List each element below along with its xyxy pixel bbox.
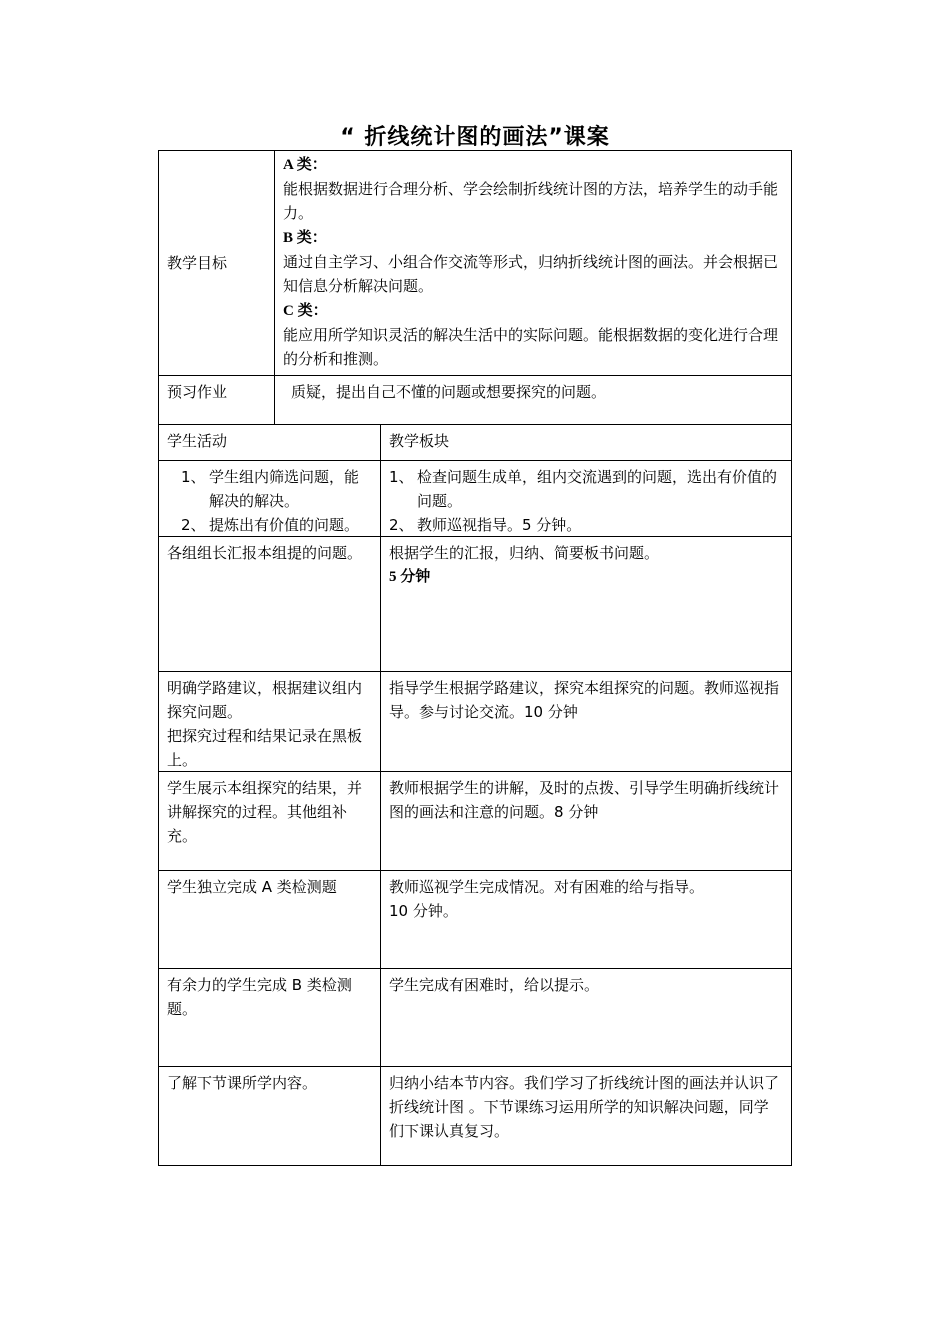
teaching-board-6: 学生完成有困难时，给以提示。 <box>380 969 791 1066</box>
preview-row <box>159 375 791 424</box>
lesson-plan-table <box>158 150 792 1166</box>
activity-row-4 <box>159 771 791 870</box>
activity-row-1 <box>159 460 791 536</box>
goal-c-heading: C 类： <box>283 303 328 319</box>
activity-row-3 <box>159 671 791 771</box>
list-item: 1、 检查问题生成单，组内交流遇到的问题，选出有价值的问题。 <box>389 468 778 510</box>
teaching-board-7: 归纳小结本节内容。我们学习了折线统计图的画法并认识了折线统计图 。下节课练习运用所学的知识解决问题，同学们下课认真复习。 <box>380 1067 791 1165</box>
goal-a-heading: A 类： <box>283 157 327 173</box>
header-row <box>159 424 791 460</box>
activity-row-7 <box>159 1066 791 1165</box>
activity-row-6 <box>159 968 791 1066</box>
student-activity-4: 学生展示本组探究的结果，并讲解探究的过程。其他组补充。 <box>167 779 363 845</box>
student-activity-7: 了解下节课所学内容。 <box>167 1074 318 1092</box>
student-activity-5: 学生独立完成 A 类检测题 <box>167 878 337 896</box>
preview-label: 预习作业 <box>167 383 228 401</box>
goal-c-text: 能应用所学知识灵活的解决生活中的实际问题。能根据数据的变化进行合理的分析和推测。 <box>283 326 779 368</box>
student-activity-6: 有余力的学生完成 B 类检测题。 <box>167 976 352 1018</box>
document-title: “ 折线统计图的画法”课案 <box>340 125 610 150</box>
teaching-board-header: 教学板块 <box>380 425 791 460</box>
goal-a-text: 能根据数据进行合理分析、学会绘制折线统计图的方法，培养学生的动手能力。 <box>283 180 779 222</box>
goal-b-heading: B 类： <box>283 230 327 246</box>
goals-label: 教学目标 <box>167 254 228 272</box>
preview-text: 质疑，提出自己不懂的问题或想要探究的问题。 <box>274 376 791 424</box>
activity-row-2 <box>159 536 791 671</box>
student-activity-header: 学生活动 <box>167 432 228 450</box>
activity-row-5 <box>159 870 791 968</box>
teaching-board-4: 教师根据学生的讲解，及时的点拨、引导学生明确折线统计图的画法和注意的问题。8 分钟 <box>380 772 791 870</box>
teaching-board-3: 指导学生根据学路建议，探究本组探究的问题。教师巡视指导。参与讨论交流。10 分钟 <box>380 672 791 771</box>
teaching-board-1 <box>380 461 791 536</box>
list-item: 2、 提炼出有价值的问题。 <box>181 516 360 534</box>
list-item: 1、 学生组内筛选问题，能解决的解决。 <box>181 468 360 510</box>
student-activity-1 <box>159 461 380 536</box>
teaching-board-5: 教师巡视学生完成情况。对有困难的给与指导。 10 分钟。 <box>380 871 791 968</box>
student-activity-3: 明确学路建议，根据建议组内探究问题。 把探究过程和结果记录在黑板上。 <box>167 679 363 769</box>
goals-row <box>159 151 791 375</box>
student-activity-2: 各组组长汇报本组提的问题。 <box>167 544 363 562</box>
goal-b-text: 通过自主学习、小组合作交流等形式，归纳折线统计图的画法。并会根据已知信息分析解决问题。 <box>283 253 779 295</box>
goals-content <box>274 151 791 375</box>
list-item: 2、 教师巡视指导。5 分钟。 <box>389 516 582 534</box>
teaching-board-2: 根据学生的汇报，归纳、简要板书问题。 5 分钟 <box>380 537 791 671</box>
